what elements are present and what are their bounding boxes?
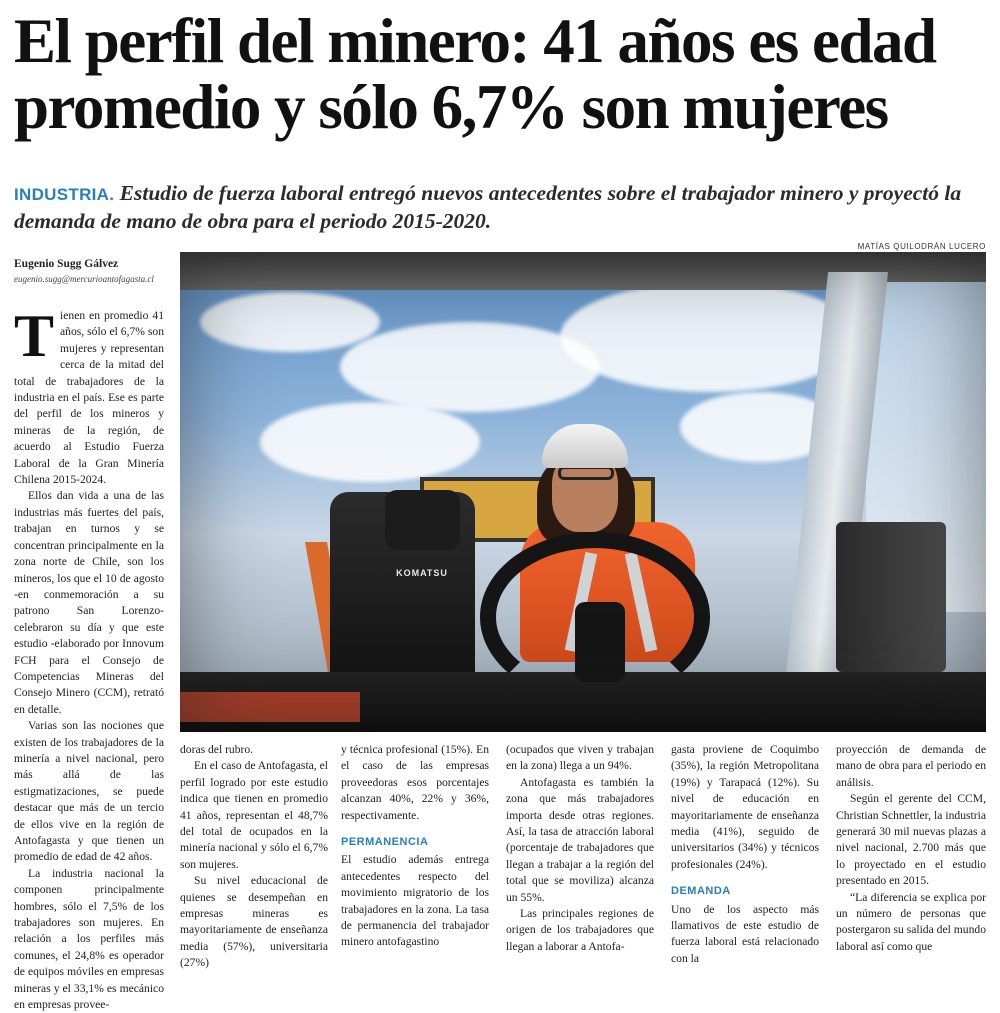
paragraph: doras del rubro. <box>180 743 254 756</box>
paragraph <box>14 303 164 488</box>
headline <box>14 8 989 140</box>
paragraph: El estudio además entrega antecedentes respecto del movimiento migratorio de los trabajadores en la zona. La tasa de permanencia del trabajador minero antofagastino <box>341 853 489 949</box>
paragraph: Las principales regiones de origen de los trabajadores que llegan a laborar a Antofa- <box>506 907 654 953</box>
subhead-permanencia: PERMANENCIA <box>341 836 429 849</box>
paragraph: “La diferencia se explica por un número de personas que postergaron su salida del mundo laboral así como que <box>836 890 986 953</box>
paragraph: Según el gerente del CCM, Christian Schnettler, la industria generará 30 mil nuevas plazas a nivel nacional, 2.700 más que lo proyectado en el estudio presentado en 2015. <box>836 792 986 888</box>
paragraph: proyección de demanda de mano de obra para el periodo en análisis. <box>836 743 986 789</box>
paragraph: Uno de los aspecto más llamativos de este estudio de fuerza laboral está relacionado con la <box>671 902 819 965</box>
photo-vignette <box>180 252 986 722</box>
column-4 <box>506 742 654 955</box>
drop-cap: T <box>14 303 55 369</box>
column-1 <box>14 303 164 1013</box>
column-6 <box>836 742 986 955</box>
headline-line-1: El perfil del minero: 41 años es edad <box>14 6 936 76</box>
author-name: Eugenio Sugg Gálvez <box>14 258 119 270</box>
paragraph: Su nivel educacional de quienes se desempeñan en empresas mineras es mayoritariamente de enseñanza media (57%), universitaria (27%) <box>180 874 328 970</box>
column-2 <box>180 742 328 972</box>
paragraph-text: ienen en promedio 41 años, sólo el 6,7% son mujeres y representan cerca de la mitad del total de trabajadores de la industria en el país. Ese es parte del perfil de los mineros y mineras de la región, de acuerdo al Estudio Fuerza Laboral de la Gran Minería Chilena 2015-2024. <box>14 309 164 487</box>
paragraph: Antofagasta es también la zona que más trabajadores importa desde otras regiones. Así, la tasa de atracción laboral (porcentaje de trabajadores que llegan a trabajar a la región del total que se moviliza) alcanza un 55%. <box>506 775 654 904</box>
paragraph: gasta proviene de Coquimbo (35%), la región Metropolitana (19%) y Tarapacá (12%). Su nivel de educación en mayoritariamente de enseñanza media (41%), seguido de universitarios (34%) y técnicos profesionales (24%). <box>671 743 819 871</box>
paragraph: Varias son las nociones que existen de los trabajadores de la minería a nivel nacional, pero más allá de las estigmatizaciones, se puede destacar que más de un tercio de ellos vive en la región de Antofagasta y que tienen un promedio de edad de 42 años. <box>14 719 164 864</box>
byline <box>14 258 169 284</box>
author-email: eugenio.sugg@mercurioantofagasta.cl <box>14 274 154 284</box>
paragraph: (ocupados que viven y trabajan en la zona) llega a un 94%. <box>506 743 654 773</box>
column-3 <box>341 742 489 951</box>
deck <box>14 180 989 235</box>
column-5 <box>671 742 819 967</box>
paragraph: Ellos dan vida a una de las industrias más fuertes del país, trabajan en turnos y se concentran principalmente en la zona norte de Chile, son los mineros, los que el 10 de agosto -en conmemoración a su patrono San Lorenzo- celebraron su día y que este estudio -elaborado por Innovum FCH para el Consejo de Competencias Mineras del Consejo Minero (CCM), retrató en detalle. <box>14 489 164 716</box>
paragraph: En el caso de Antofagasta, el perfil logrado por este estudio indica que tienen en promedio 41 años, representan el 48,7% del total de ocupados en la minería nacional y sólo el 6,7% son mujeres. <box>180 759 328 871</box>
section-kicker: INDUSTRIA. <box>14 185 115 204</box>
photo-credit: MATÍAS QUILODRÁN LUCERO <box>857 242 986 251</box>
paragraph: y técnica profesional (15%). En el caso de las empresas proveedoras esos porcentajes alcanzan 40%, 22% y 36%, respectivamente. <box>341 743 489 822</box>
headline-line-2: promedio y sólo 6,7% son mujeres <box>14 72 888 142</box>
seat-brand-label: KOMATSU <box>396 568 448 578</box>
article-photo <box>180 252 986 722</box>
deck-text: Estudio de fuerza laboral entregó nuevos antecedentes sobre el trabajador minero y proyectó la demanda de mano de obra para el periodo 2015-2020. <box>14 181 962 233</box>
paragraph: La industria nacional la componen principalmente hombres, sólo el 7,5% de los trabajadores son mujeres. En relación a los perfiles más comunes, el 24,8% es operador de equipos móviles en empresas mineras y el 33,1% es mecánico en empresas provee- <box>14 866 164 1012</box>
subhead-demanda: DEMANDA <box>671 885 731 898</box>
